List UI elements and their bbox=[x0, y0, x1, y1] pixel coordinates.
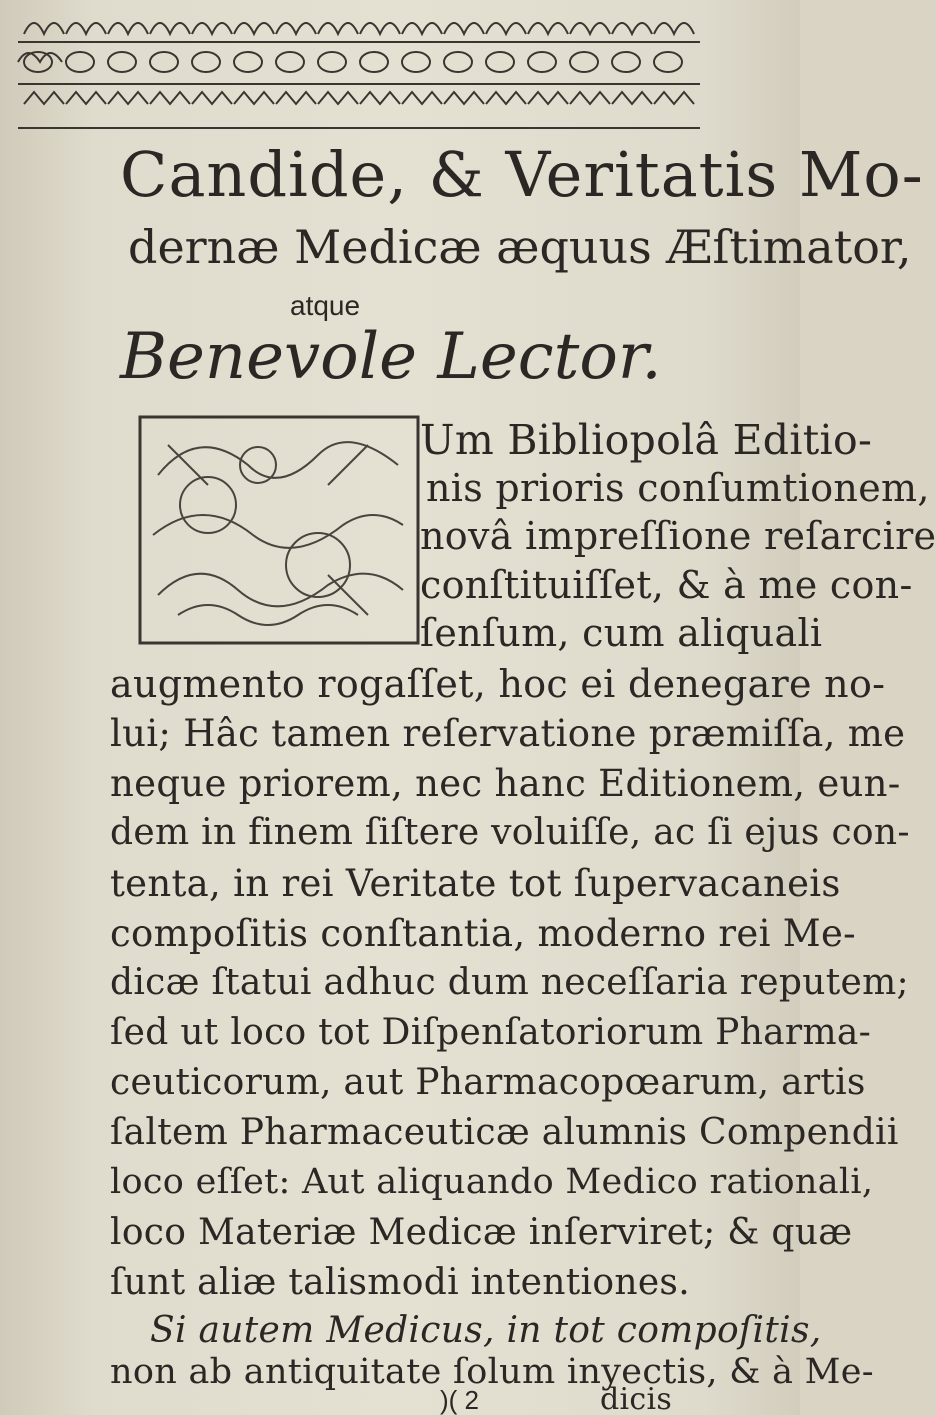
ornament-motif bbox=[192, 52, 220, 72]
text-line-1: Um Bibliopolâ Editio- bbox=[420, 416, 873, 464]
title-line-4: Benevole Lector. bbox=[120, 320, 662, 394]
ornament-motif bbox=[108, 92, 148, 104]
ornament-motif bbox=[528, 52, 556, 72]
text-line-4: conſtituiſſet, & à me con- bbox=[420, 563, 913, 607]
ornament-motif bbox=[360, 23, 400, 34]
text-line-15: ſaltem Pharmaceuticæ alumnis Compendii bbox=[110, 1112, 899, 1153]
ornament-motif bbox=[192, 92, 232, 104]
ornament-motif bbox=[150, 92, 190, 104]
ornament-motif bbox=[570, 23, 610, 34]
text-line-7: lui; Hâc tamen reſervatione præmiſſa, me bbox=[110, 712, 906, 755]
ornament-motif bbox=[234, 92, 274, 104]
ornament-motif bbox=[612, 23, 652, 34]
ornament-motif bbox=[276, 92, 316, 104]
ornament-motif bbox=[528, 92, 568, 104]
text-line-16: loco eſſet: Aut aliquando Medico rationali, bbox=[110, 1162, 874, 1202]
text-line-8: neque priorem, nec hanc Editionem, eun- bbox=[110, 762, 901, 805]
text-line-12: dicæ ſtatui adhuc dum neceſſaria reputem; bbox=[110, 962, 909, 1003]
ornament-motif bbox=[654, 23, 694, 34]
italic-text-line: Si autem Medicus, in tot compoſitis, bbox=[150, 1310, 822, 1351]
text-line-11: compoſitis conſtantia, moderno rei Me- bbox=[110, 912, 856, 955]
ornament-motif bbox=[66, 92, 106, 104]
ornament-motif bbox=[276, 23, 316, 34]
ornament-motif bbox=[486, 92, 526, 104]
text-line-10: tenta, in rei Veritate tot ſupervacaneis bbox=[110, 862, 841, 905]
ornamental-header-band bbox=[10, 0, 710, 140]
ornament-motif bbox=[360, 52, 388, 72]
decorated-initial-ornament bbox=[138, 415, 420, 645]
text-line-17: loco Materiæ Medicæ inſerviret; & quæ bbox=[110, 1212, 853, 1253]
ornament-motif bbox=[150, 23, 190, 34]
text-line-5: ſenſum, cum aliquali bbox=[420, 611, 823, 655]
ornament-motif bbox=[108, 23, 148, 34]
ornament-motif bbox=[108, 52, 136, 72]
ornament-motif bbox=[444, 23, 484, 34]
page-number: )( 2 bbox=[440, 1385, 479, 1415]
text-line-3: novâ impreſſione reſarcire bbox=[420, 514, 936, 558]
ornament-motif bbox=[192, 23, 232, 34]
text-line-2: nis prioris conſumtionem, bbox=[426, 466, 930, 510]
catchword: dicis bbox=[600, 1382, 673, 1417]
title-line-2: dernæ Medicæ æquus Æſtimator, bbox=[128, 220, 912, 274]
title-line-3: atque bbox=[290, 290, 361, 321]
text-line-14: ceuticorum, aut Pharmacopœarum, artis bbox=[110, 1062, 866, 1103]
text-line-6: augmento rogaſſet, hoc ei denegare no- bbox=[110, 662, 886, 706]
ornament-motif bbox=[234, 52, 262, 72]
ornament-motif bbox=[444, 52, 472, 72]
ornament-motif bbox=[444, 92, 484, 104]
ornament-motif bbox=[234, 23, 274, 34]
text-line-after-italic: non ab antiquitate ſolum inyectis, & à Me- bbox=[110, 1352, 874, 1392]
ornament-motif bbox=[612, 52, 640, 72]
ornament-motif bbox=[528, 23, 568, 34]
ornament-motif bbox=[360, 92, 400, 104]
ornament-motif bbox=[318, 52, 346, 72]
ornament-motif bbox=[486, 23, 526, 34]
ornament-motif bbox=[402, 23, 442, 34]
ornament-motif bbox=[150, 52, 178, 72]
ornament-motif bbox=[612, 92, 652, 104]
text-line-9: dem in finem ſiſtere voluiſſe, ac ſi ejus con- bbox=[110, 812, 910, 853]
ornament-motif bbox=[66, 23, 106, 34]
ornament-motif bbox=[402, 52, 430, 72]
title-line-1: Candide, & Veritatis Mo- bbox=[120, 138, 924, 211]
ornament-motif bbox=[654, 92, 694, 104]
ornament-motif bbox=[318, 92, 358, 104]
ornament-motif bbox=[24, 23, 64, 34]
ornament-motif bbox=[654, 52, 682, 72]
text-line-18: ſunt aliæ talismodi intentiones. bbox=[110, 1262, 690, 1303]
ornament-motif bbox=[66, 52, 94, 72]
ornament-motif bbox=[318, 23, 358, 34]
ornament-motif bbox=[402, 92, 442, 104]
ornament-motif bbox=[570, 92, 610, 104]
ornament-motif bbox=[570, 52, 598, 72]
ornament-motif bbox=[486, 52, 514, 72]
ornament-motif bbox=[276, 52, 304, 72]
ornament-motif bbox=[24, 92, 64, 104]
text-line-13: ſed ut loco tot Diſpenſatoriorum Pharma- bbox=[110, 1012, 872, 1053]
ornament-motif bbox=[24, 52, 52, 72]
